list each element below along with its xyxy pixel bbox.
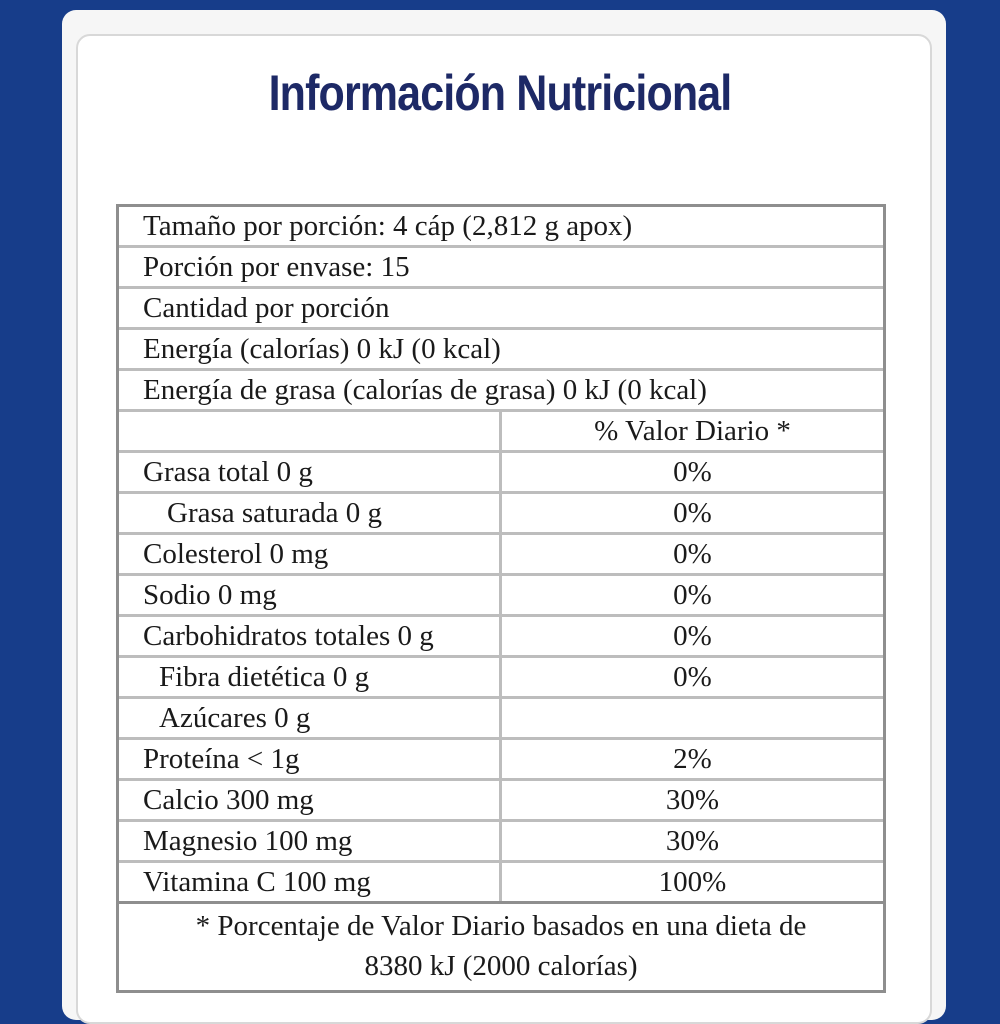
nutrient-label: Fibra dietética 0 g xyxy=(119,658,502,696)
daily-value-footnote xyxy=(119,904,883,990)
nutrient-dv: 2% xyxy=(673,743,712,775)
dv-header-label: % Valor Diario * xyxy=(594,415,791,447)
nutrient-label: Grasa saturada 0 g xyxy=(119,494,502,532)
amount-per-serving-text: Cantidad por porción xyxy=(143,292,390,324)
footnote-line-2: 8380 kJ (2000 calorías) xyxy=(364,950,638,982)
footnote-line-1: * Porcentaje de Valor Diario basados en una dieta de xyxy=(195,910,807,942)
fat-energy-text: Energía de grasa (calorías de grasa) 0 kJ (0 kcal) xyxy=(143,374,707,406)
dv-header-blank xyxy=(119,412,502,450)
nutrient-dv: 0% xyxy=(673,620,712,652)
nutrient-label: Carbohidratos totales 0 g xyxy=(119,617,502,655)
nutrient-label: Magnesio 100 mg xyxy=(119,822,502,860)
nutrient-dv: 0% xyxy=(673,497,712,529)
nutrient-dv: 0% xyxy=(673,579,712,611)
table-row xyxy=(119,822,883,863)
energy-text: Energía (calorías) 0 kJ (0 kcal) xyxy=(143,333,501,365)
fat-energy-row xyxy=(119,371,883,412)
nutrition-table xyxy=(116,204,886,993)
amount-per-serving-row xyxy=(119,289,883,330)
table-row xyxy=(119,494,883,535)
nutrient-dv: 0% xyxy=(673,661,712,693)
servings-per-container-row xyxy=(119,248,883,289)
nutrient-dv xyxy=(502,699,883,737)
nutrient-dv: 0% xyxy=(673,538,712,570)
nutrient-label: Vitamina C 100 mg xyxy=(119,863,502,901)
nutrient-label: Sodio 0 mg xyxy=(119,576,502,614)
table-row xyxy=(119,740,883,781)
table-row xyxy=(119,617,883,658)
servings-per-container-text: Porción por envase: 15 xyxy=(143,251,410,283)
nutrient-label: Calcio 300 mg xyxy=(119,781,502,819)
table-row xyxy=(119,535,883,576)
nutrient-label: Azúcares 0 g xyxy=(119,699,502,737)
nutrient-dv: 30% xyxy=(665,784,720,816)
energy-row xyxy=(119,330,883,371)
table-row xyxy=(119,781,883,822)
dv-header-row xyxy=(119,412,883,453)
page-title: Información Nutricional xyxy=(268,65,732,121)
nutrient-dv: 30% xyxy=(665,825,720,857)
serving-size-row xyxy=(119,207,883,248)
serving-size-text: Tamaño por porción: 4 cáp (2,812 g apox) xyxy=(143,210,633,242)
table-row xyxy=(119,453,883,494)
nutrient-label: Colesterol 0 mg xyxy=(119,535,502,573)
nutrient-dv: 100% xyxy=(658,866,727,898)
table-row xyxy=(119,576,883,617)
nutrient-dv: 0% xyxy=(673,456,712,488)
table-row xyxy=(119,863,883,904)
nutrient-label: Grasa total 0 g xyxy=(119,453,502,491)
nutrient-label: Proteína < 1g xyxy=(119,740,502,778)
table-row xyxy=(119,699,883,740)
table-row xyxy=(119,658,883,699)
